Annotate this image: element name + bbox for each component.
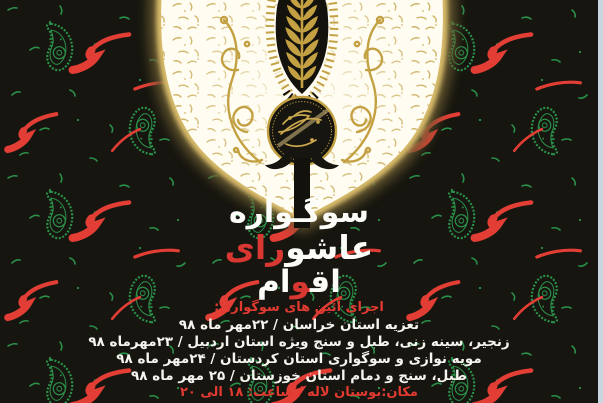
- events-list: [0, 317, 598, 385]
- page-edge-strip: [598, 0, 603, 403]
- title-line-3-red: و: [290, 264, 310, 300]
- event-item: طبل، سنج و دمام استان خوزستان / ۲۵ مهر ماه ۹۸: [131, 368, 467, 384]
- venue-time: مکان:بوستان لاله / ساعت: ۱۸ الی ۲۰: [180, 385, 418, 400]
- event-item: مویه نوازی و سوگواری استان کردستان / ۲۴مهر ماه ۹۸: [116, 351, 482, 367]
- title-line-2: [0, 230, 598, 266]
- title-line-3-b: ام: [257, 264, 291, 300]
- poster-title: [0, 196, 598, 299]
- title-line-2-white: عاشو: [285, 228, 374, 267]
- title-line-3: [0, 266, 598, 299]
- title-line-1: سوگـواره: [228, 195, 370, 230]
- events-heading: اجرای آئین های سوگواری:: [214, 300, 384, 315]
- title-accent-red: رای: [224, 228, 286, 267]
- event-item: تعزیه استان خراسان / ۲۲مهر ماه ۹۸: [178, 317, 420, 333]
- event-item: زنجیر، سینه زنی، طبل و سنج ویژه استان اردبیل / ۲۳مهرماه ۹۸: [88, 334, 510, 350]
- title-line-3-a: اق: [309, 264, 341, 300]
